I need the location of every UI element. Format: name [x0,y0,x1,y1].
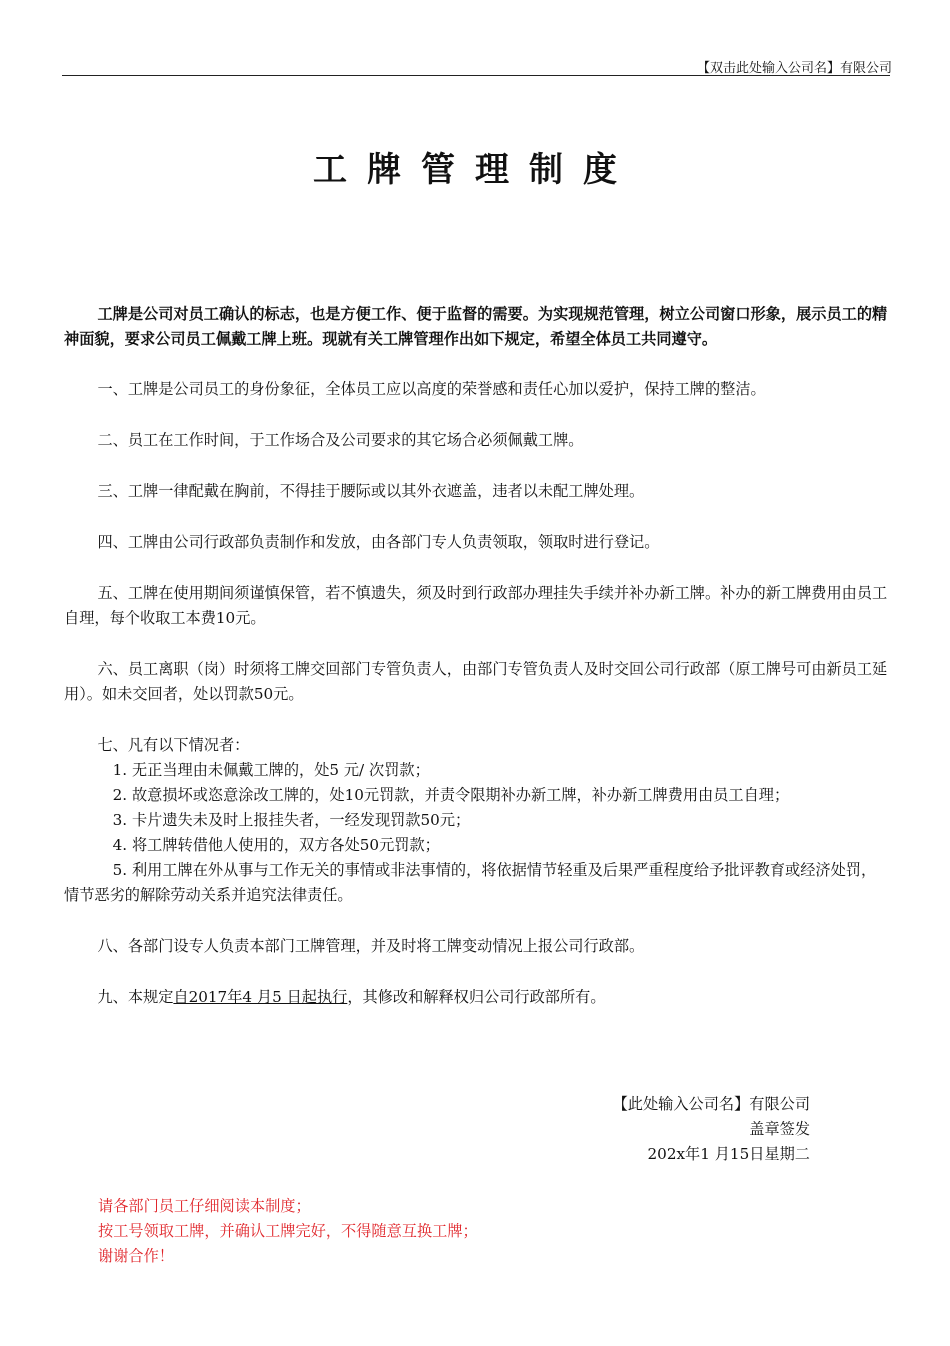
list-item: 3. 卡片遗失未及时上报挂失者，一经发现罚款50元； [112,811,471,829]
clause-8: 八、各部门设专人负责本部门工牌管理，并及时将工牌变动情况上报公司行政部。 [97,937,645,955]
clause-6: 六、员工离职（岗）时须将工牌交回部门专管负责人，由部门专管负责人及时交回公司行政部（原工牌号可由新员工延用）。如未交回者，处以罚款50元。 [64,660,888,703]
clause-5: 五、工牌在使用期间须谨慎保管，若不慎遗失，须及时到行政部办理挂失手续并补办新工牌。补办的新工牌费用由员工自理，每个收取工本费10元。 [64,584,888,627]
signature-company: 【此处输入公司名】有限公司 [612,1095,810,1113]
list-item: 2. 故意损坏或恣意涂改工牌的，处10元罚款，并责令限期补办新工牌，补办新工牌费用由员工自理； [112,786,790,804]
document-body [64,302,888,1010]
clause-4: 四、工牌由公司行政部负责制作和发放，由各部门专人负责领取，领取时进行登记。 [97,533,660,551]
notice-line-1: 请各部门员工仔细阅读本制度； [98,1197,311,1215]
header-rule [62,75,890,76]
header-company: 【双击此处输入公司名】有限公司 [696,61,892,76]
clause-1: 一、工牌是公司员工的身份象征，全体员工应以高度的荣誉感和责任心加以爱护，保持工牌的整洁。 [97,380,766,398]
clause-9-suffix: ，其修改和解释权归公司行政部所有。 [347,988,606,1006]
clause-9 [64,985,888,1010]
list-item: 4. 将工牌转借他人使用的，双方各处50元罚款； [112,836,440,854]
list-item: 5. 利用工牌在外从事与工作无关的事情或非法事情的，将依据情节轻重及后果严重程度给予批评教育或经济处罚，情节恶劣的解除劳动关系并追究法律责任。 [64,861,877,904]
signature-seal: 盖章签发 [749,1120,810,1138]
notice-line-3: 谢谢合作！ [98,1247,174,1265]
page-header [62,60,892,78]
signature-date: 202x年1 月15日星期二 [647,1145,810,1163]
clause-7-list [64,758,888,908]
intro-paragraph: 工牌是公司对员工确认的标志，也是方便工作、便于监督的需要。为实现规范管理，树立公司窗口形象，展示员工的精神面貌，要求公司员工佩戴工牌上班。现就有关工牌管理作出如下规定，希望全体员工共同遵守。 [64,305,888,348]
signature-block [500,1092,810,1167]
clause-7: 七、凡有以下情况者： [97,736,250,754]
clause-2: 二、员工在工作时间，于工作场合及公司要求的其它场合必须佩戴工牌。 [97,431,584,449]
page-title: 工牌管理制度 [313,150,637,190]
effective-date: 自2017年4 月5 日起执行 [173,988,348,1006]
list-item: 1. 无正当理由未佩戴工牌的，处5 元/ 次罚款； [112,761,430,779]
clause-3: 三、工牌一律配戴在胸前，不得挂于腰际或以其外衣遮盖，违者以未配工牌处理。 [97,482,645,500]
clause-9-prefix: 九、本规定 [97,988,174,1006]
notice-block [98,1194,798,1269]
notice-line-2: 按工号领取工牌，并确认工牌完好，不得随意互换工牌； [98,1222,478,1240]
